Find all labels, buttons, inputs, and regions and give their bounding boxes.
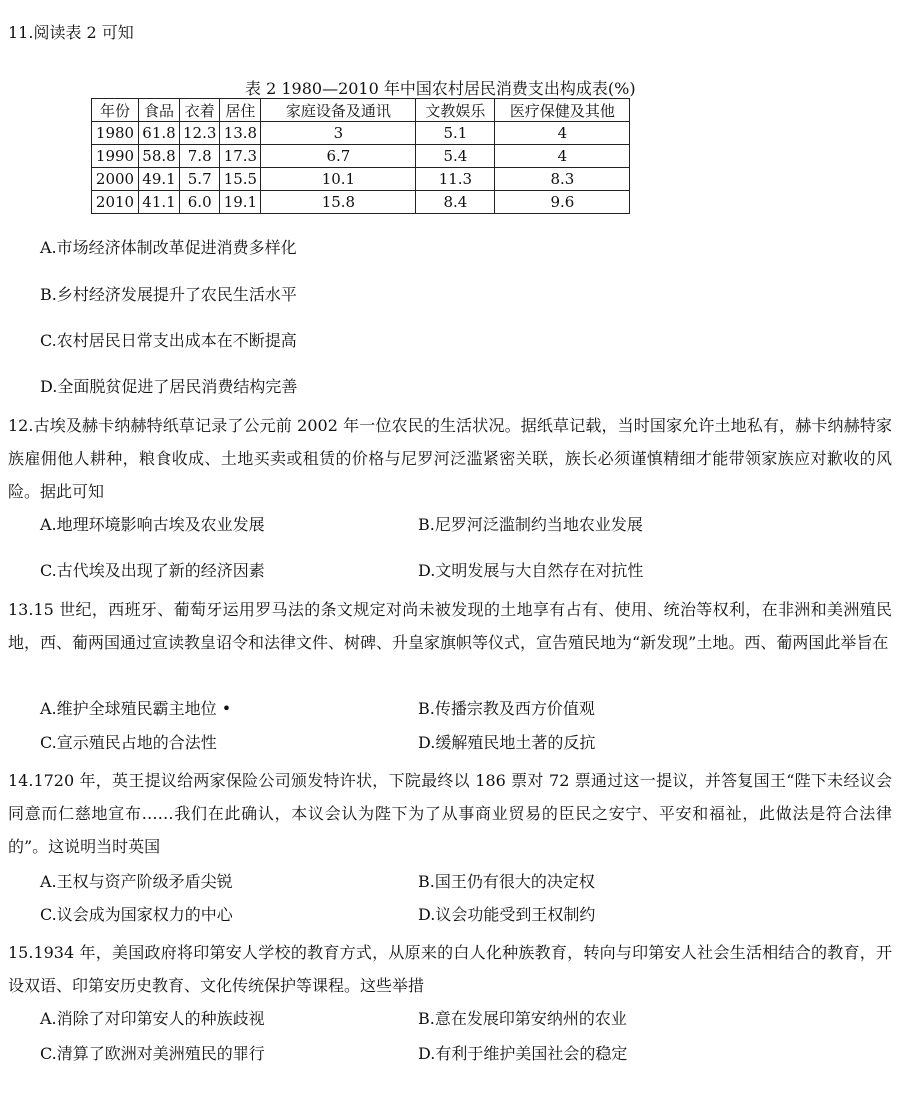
table-cell: 17.3 bbox=[220, 145, 261, 168]
table-cell: 19.1 bbox=[220, 191, 261, 214]
table-cell: 3 bbox=[261, 122, 416, 145]
q13-option-c[interactable]: C.宣示殖民占地的合法性 bbox=[40, 733, 217, 752]
header-year: 年份 bbox=[92, 99, 139, 122]
header-equipment: 家庭设备及通讯 bbox=[261, 99, 416, 122]
header-education: 文教娱乐 bbox=[416, 99, 495, 122]
table-row bbox=[92, 122, 630, 145]
q15-option-c[interactable]: C.清算了欧洲对美洲殖民的罪行 bbox=[40, 1044, 265, 1063]
q12-option-b[interactable]: B.尼罗河泛滥制约当地农业发展 bbox=[418, 515, 643, 534]
table-row bbox=[92, 168, 630, 191]
table-row bbox=[92, 145, 630, 168]
table-cell: 12.3 bbox=[180, 122, 220, 145]
table-cell: 15.8 bbox=[261, 191, 416, 214]
header-clothing: 衣着 bbox=[180, 99, 220, 122]
table-cell: 58.8 bbox=[139, 145, 180, 168]
q15-option-a[interactable]: A.消除了对印第安人的种族歧视 bbox=[40, 1009, 265, 1028]
q13-option-d[interactable]: D.缓解殖民地土著的反抗 bbox=[418, 733, 596, 752]
table-cell: 2000 bbox=[92, 168, 139, 191]
q12-stem: 12.古埃及赫卡纳赫特纸草记录了公元前 2002 年一位农民的生活状况。据纸草记载，当时国家允许土地私有，赫卡纳赫特家族雇佣他人耕种，粮食收成、土地买卖或租赁的价格与尼罗河泛滥紧密关联，族长必须谨慎精细才能带领家族应对歉收的风险。据此可知 bbox=[8, 416, 892, 501]
q15-option-d[interactable]: D.有利于维护美国社会的稳定 bbox=[418, 1044, 628, 1063]
q13-stem: 13.15 世纪，西班牙、葡萄牙运用罗马法的条文规定对尚未被发现的土地享有占有、使用、统治等权利，在非洲和美洲殖民地，西、葡两国通过宣读教皇诏令和法律文件、树碑、升皇家旗帜等仪式，宣告殖民地为“新发现”土地。西、葡两国此举旨在 bbox=[8, 600, 892, 652]
q15-option-b[interactable]: B.意在发展印第安纳州的农业 bbox=[418, 1009, 627, 1028]
q11-option-d[interactable]: D.全面脱贫促进了居民消费结构完善 bbox=[40, 377, 298, 396]
q14-option-a[interactable]: A.王权与资产阶级矛盾尖锐 bbox=[40, 872, 233, 891]
table-cell: 13.8 bbox=[220, 122, 261, 145]
table-cell: 7.8 bbox=[180, 145, 220, 168]
table-cell: 9.6 bbox=[495, 191, 630, 214]
table-cell: 49.1 bbox=[139, 168, 180, 191]
q14-stem: 14.1720 年，英王提议给两家保险公司颁发特许状，下院最终以 186 票对 72 票通过这一提议，并答复国王“陛下未经议会同意而仁慈地宣布……我们在此确认，本议会认为陛下为了从事商业贸易的臣民之安宁、平安和福祉，此做法是符合法律的”。这说明当时英国 bbox=[8, 771, 892, 856]
table-row bbox=[92, 191, 630, 214]
q11-option-a[interactable]: A.市场经济体制改革促进消费多样化 bbox=[40, 238, 297, 257]
q15-stem: 15.1934 年，美国政府将印第安人学校的教育方式，从原来的白人化种族教育，转向与印第安人社会生活相结合的教育，开设双语、印第安历史教育、文化传统保护等课程。这些举措 bbox=[8, 943, 892, 995]
table-cell: 2010 bbox=[92, 191, 139, 214]
q11-option-c[interactable]: C.农村居民日常支出成本在不断提高 bbox=[40, 331, 297, 350]
table-cell: 15.5 bbox=[220, 168, 261, 191]
header-food: 食品 bbox=[139, 99, 180, 122]
table-cell: 5.1 bbox=[416, 122, 495, 145]
table-cell: 1990 bbox=[92, 145, 139, 168]
table-header-row bbox=[92, 99, 630, 122]
table-cell: 4 bbox=[495, 145, 630, 168]
q12-option-c[interactable]: C.古代埃及出现了新的经济因素 bbox=[40, 561, 265, 580]
table-cell: 1980 bbox=[92, 122, 139, 145]
q14-option-d[interactable]: D.议会功能受到王权制约 bbox=[418, 905, 596, 924]
table-cell: 5.7 bbox=[180, 168, 220, 191]
q11-stem: 11.阅读表 2 可知 bbox=[8, 23, 134, 42]
table-caption: 表 2 1980—2010 年中国农村居民消费支出构成表(%) bbox=[245, 79, 636, 98]
q12-option-a[interactable]: A.地理环境影响古埃及农业发展 bbox=[40, 515, 265, 534]
q14-option-b[interactable]: B.国王仍有很大的决定权 bbox=[418, 872, 595, 891]
q13-option-a[interactable]: A.维护全球殖民霸主地位 • bbox=[40, 699, 232, 718]
table-cell: 4 bbox=[495, 122, 630, 145]
q13-option-b[interactable]: B.传播宗教及西方价值观 bbox=[418, 699, 595, 718]
header-housing: 居住 bbox=[220, 99, 261, 122]
consumption-table bbox=[91, 98, 630, 214]
header-medical: 医疗保健及其他 bbox=[495, 99, 630, 122]
table-cell: 61.8 bbox=[139, 122, 180, 145]
table-cell: 8.4 bbox=[416, 191, 495, 214]
table-cell: 41.1 bbox=[139, 191, 180, 214]
q14-option-c[interactable]: C.议会成为国家权力的中心 bbox=[40, 905, 233, 924]
q12-option-d[interactable]: D.文明发展与大自然存在对抗性 bbox=[418, 561, 644, 580]
table-cell: 6.7 bbox=[261, 145, 416, 168]
table-cell: 5.4 bbox=[416, 145, 495, 168]
table-cell: 8.3 bbox=[495, 168, 630, 191]
table-cell: 10.1 bbox=[261, 168, 416, 191]
q11-option-b[interactable]: B.乡村经济发展提升了农民生活水平 bbox=[40, 285, 297, 304]
table-cell: 6.0 bbox=[180, 191, 220, 214]
table-cell: 11.3 bbox=[416, 168, 495, 191]
